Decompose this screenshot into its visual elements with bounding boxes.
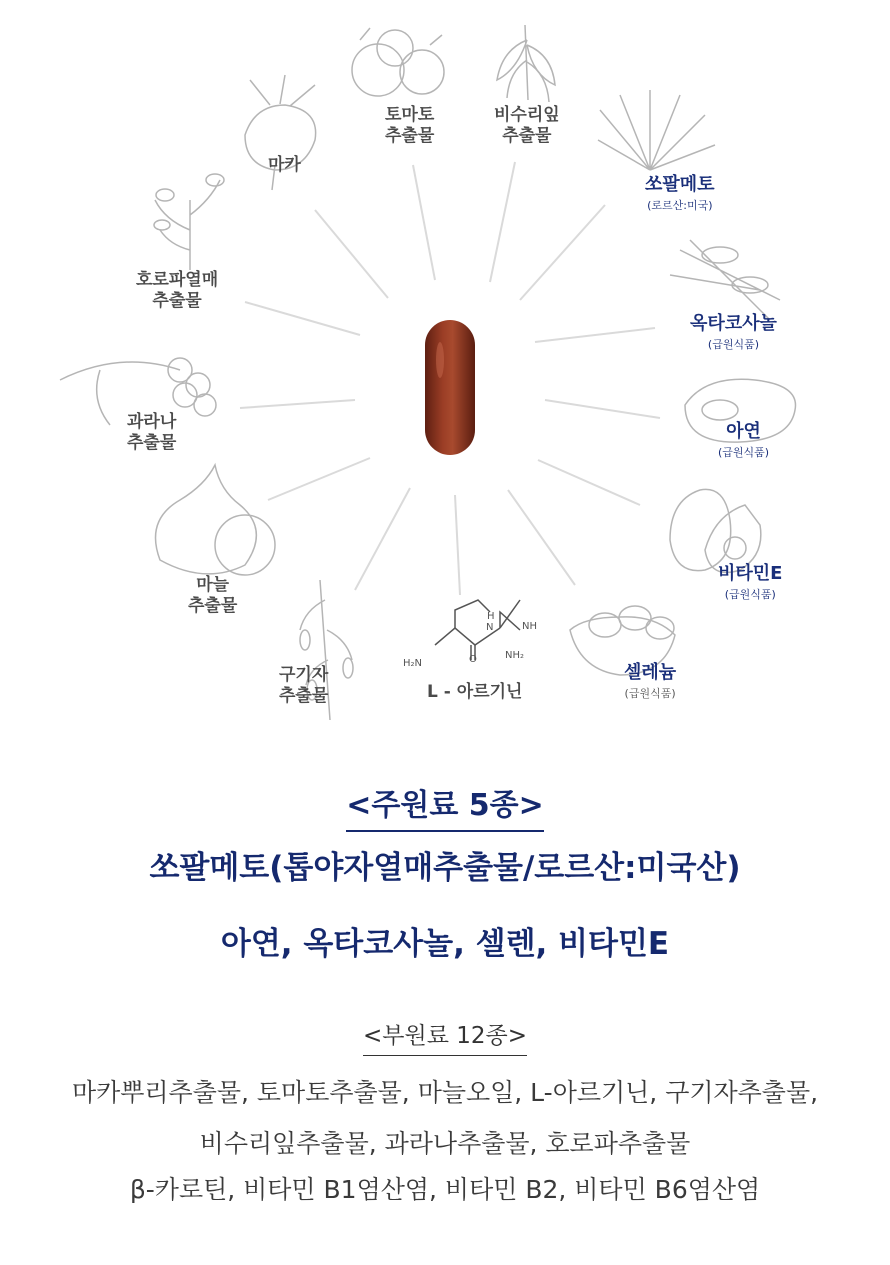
capsule [425,320,475,455]
main-ingredients-title: <주원료 5종> [0,780,890,832]
ingredient-label-maca: 마카 [268,155,301,175]
ingredient-label-zinc: 아연 (급원식품) [718,421,770,459]
molecule-n-label: N [486,622,494,633]
ingredient-label-fenugreek: 호로파열매 추출물 [136,270,219,312]
ingredient-label-tomato: 토마토 추출물 [385,105,435,147]
ingredient-label-selenium: 셀레늄 (급원식품) [624,662,677,700]
ingredient-label-goji: 구기자 추출물 [279,665,329,707]
molecule-nh2-label: NH₂ [505,650,525,661]
ingredient-label-guarana: 과라나 추출물 [127,412,177,454]
molecule-h2n-label: H₂N [403,658,423,669]
main-ingredients-line2: 아연, 옥타코사놀, 셀렌, 비타민E [220,926,670,962]
fenugreek-icon [154,174,224,270]
molecule-o-label: O [469,654,477,665]
ingredient-label-vitamin-e: 비타민E (급원식품) [718,563,783,601]
molecule-h-label: H [487,611,495,622]
main-ingredients-line1: 쏘팔메토(톱야자열매추출물/로르산:미국산) [149,850,741,886]
molecule-nh-label: NH [522,621,537,632]
sub-ingredients-line3: β-카로틴, 비타민 B1염산염, 비타민 B2, 비타민 B6염산염 [129,1175,761,1204]
sub-ingredients-line2: 비수리잎추출물, 과라나추출물, 호로파추출물 [199,1129,691,1158]
garlic-icon [156,465,276,575]
ingredient-label-bush-clover: 비수리잎 추출물 [494,105,560,147]
ingredient-label-garlic: 마늘 추출물 [188,575,238,617]
sub-ingredients-title: <부원료 12종> [0,1017,890,1056]
saw-palmetto-icon [598,90,715,170]
bush-clover-leaf-icon [497,25,555,102]
ingredient-label-octacosanol: 옥타코사놀 (급원식품) [690,313,777,351]
tomato-icon [352,28,444,96]
avocado-icon [670,489,761,572]
ingredient-label-saw-palmetto: 쏘팔메토 (로르산:미국) [645,174,715,212]
ingredient-label-arginine: L - 아르기닌 [427,682,523,702]
octacosanol-wheat-icon [670,240,780,320]
sub-ingredients-line1: 마카뿌리추출물, 토마토추출물, 마늘오일, L-아르기닌, 구기자추출물, [71,1078,819,1107]
